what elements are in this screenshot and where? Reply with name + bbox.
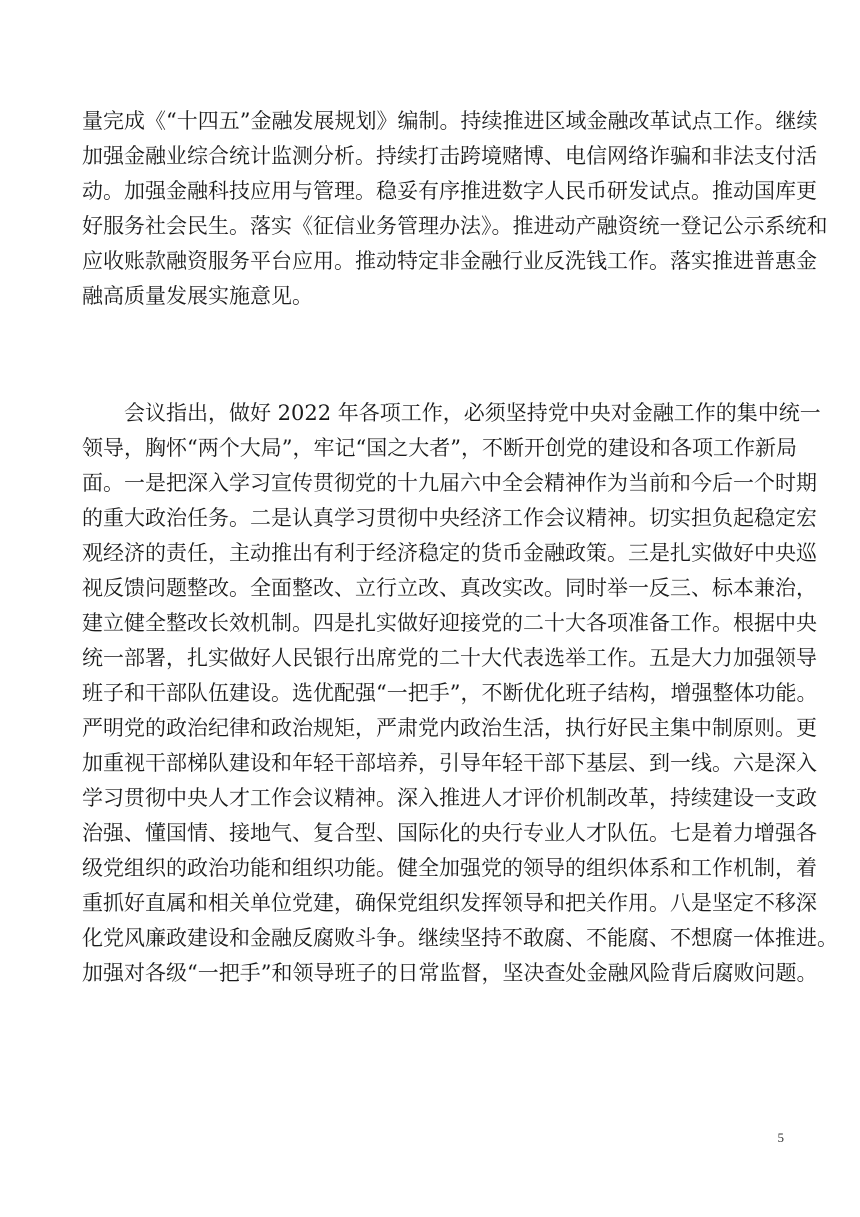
- text-line: 加强对各级“一把手”和领导班子的日常监督，坚决查处金融风险背后腐败问题。: [82, 961, 818, 985]
- page-number: 5: [777, 1130, 784, 1145]
- text-line: 级党组织的政治功能和组织功能。健全加强党的领导的组织体系和工作机制，着: [82, 856, 817, 880]
- text-line: 统一部署，扎实做好人民银行出席党的二十大代表选举工作。五是大力加强领导: [82, 646, 817, 670]
- text-line: 治强、懂国情、接地气、复合型、国际化的央行专业人才队伍。七是着力增强各: [82, 821, 817, 845]
- text-line: 面。一是把深入学习宣传贯彻党的十九届六中全会精神作为当前和今后一个时期: [82, 471, 817, 495]
- text-line: 动。加强金融科技应用与管理。稳妥有序推进数字人民币研发试点。推动国库更: [82, 179, 817, 203]
- text-line: 会议指出，做好 2022 年各项工作，必须坚持党中央对金融工作的集中统一: [82, 401, 821, 425]
- text-line: 量完成《“十四五”金融发展规划》编制。持续推进区域金融改革试点工作。继续: [82, 109, 818, 133]
- text-line: 观经济的责任，主动推出有利于经济稳定的货币金融政策。三是扎实做好中央巡: [82, 541, 817, 565]
- text-line: 视反馈问题整改。全面整改、立行立改、真改实改。同时举一反三、标本兼治，: [82, 576, 817, 600]
- text-line: 学习贯彻中央人才工作会议精神。深入推进人才评价机制改革，持续建设一支政: [82, 786, 817, 810]
- paragraph-2: [82, 396, 838, 991]
- text-line: 好服务社会民生。落实《征信业务管理办法》。推进动产融资统一登记公示系统和: [82, 214, 828, 238]
- paragraph-1: [82, 104, 828, 314]
- text-line: 加强金融业综合统计监测分析。持续打击跨境赌博、电信网络诈骗和非法支付活: [82, 144, 817, 168]
- text-line: 化党风廉政建设和金融反腐败斗争。继续坚持不敢腐、不能腐、不想腐一体推进。: [82, 926, 838, 950]
- text-line: 班子和干部队伍建设。选优配强“一把手”，不断优化班子结构，增强整体功能。: [82, 681, 818, 705]
- text-line: 重抓好直属和相关单位党建，确保党组织发挥领导和把关作用。八是坚定不移深: [82, 891, 817, 915]
- text-line: 领导，胸怀“两个大局”，牢记“国之大者”，不断开创党的建设和各项工作新局: [82, 436, 797, 460]
- text-line: 融高质量发展实施意见。: [82, 284, 313, 308]
- text-line: 加重视干部梯队建设和年轻干部培养，引导年轻干部下基层、到一线。六是深入: [82, 751, 817, 775]
- text-line: 的重大政治任务。二是认真学习贯彻中央经济工作会议精神。切实担负起稳定宏: [82, 506, 817, 530]
- text-line: 建立健全整改长效机制。四是扎实做好迎接党的二十大各项准备工作。根据中央: [82, 611, 817, 635]
- text-line: 应收账款融资服务平台应用。推动特定非金融行业反洗钱工作。落实推进普惠金: [82, 249, 817, 273]
- text-line: 严明党的政治纪律和政治规矩，严肃党内政治生活，执行好民主集中制原则。更: [82, 716, 817, 740]
